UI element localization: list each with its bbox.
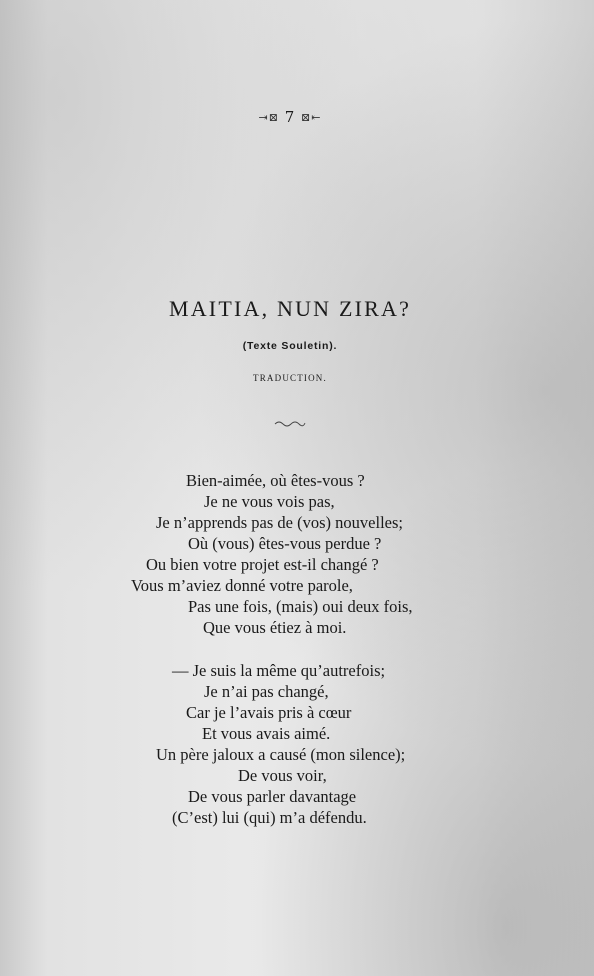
flourish-ornament: [274, 418, 306, 428]
page-number: 7: [284, 108, 296, 126]
verse-line: Un père jaloux a causé (mon silence);: [156, 745, 406, 764]
folio-ornament-right: ⊠⇤: [301, 111, 322, 124]
verse-line: Je n’apprends pas de (vos) nouvelles;: [156, 513, 403, 532]
verse-line: — Je suis la même qu’autrefois;: [172, 661, 386, 680]
verse-line: De vous voir,: [238, 766, 327, 785]
poem-title: MAITIA, NUN ZIRA?: [168, 296, 412, 321]
poem-subtitle: (Texte Souletin).: [242, 340, 338, 352]
verse-line: Où (vous) êtes-vous perdue ?: [188, 534, 382, 553]
verse-line: Bien-aimée, où êtes-vous ?: [186, 471, 365, 490]
verse-line: Ou bien votre projet est-il changé ?: [146, 555, 379, 574]
folio-ornament-left: ⇥⊠: [258, 111, 279, 124]
verse-line: De vous parler davantage: [188, 787, 357, 806]
verse-line: Car je l’avais pris à cœur: [186, 703, 352, 722]
section-label: TRADUCTION.: [253, 373, 327, 383]
verse-line: Et vous avais aimé.: [202, 724, 331, 743]
verse-line: Que vous étiez à moi.: [203, 618, 347, 637]
verse-line: Je ne vous vois pas,: [204, 492, 335, 511]
verse-line: (C’est) lui (qui) m’a défendu.: [172, 808, 367, 827]
verse-line: Vous m’aviez donné votre parole,: [131, 576, 353, 595]
verse-line: Pas une fois, (mais) oui deux fois,: [188, 597, 413, 616]
page-number-header: [0, 108, 580, 126]
verse-line: Je n’ai pas changé,: [204, 682, 329, 701]
